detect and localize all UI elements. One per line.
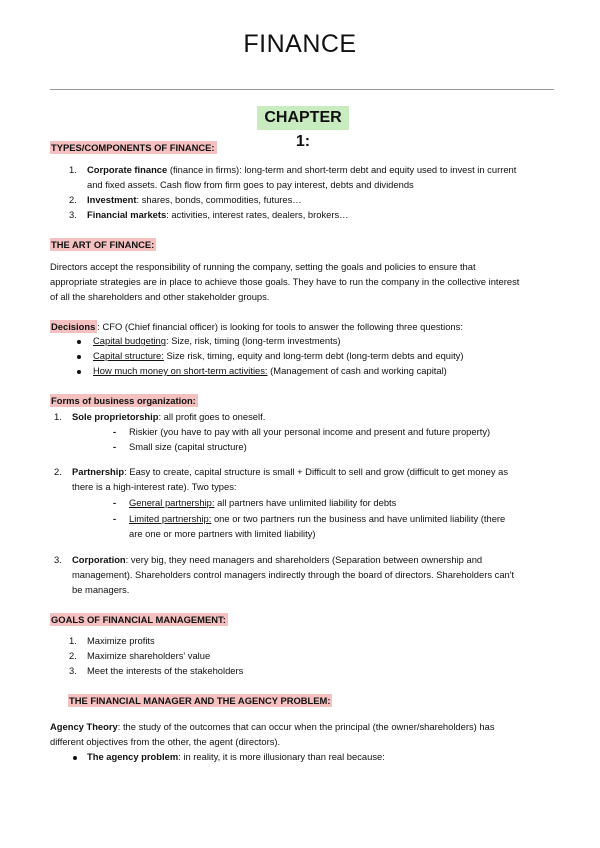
art-paragraph-line-1: Directors accept the responsibility of running the company, setting the goals and policies to ensure that <box>50 261 476 272</box>
decision-item-1: Capital budgeting: Size, risk, timing (long-term investments) <box>93 335 341 346</box>
types-heading: TYPES/COMPONENTS OF FINANCE: <box>51 142 215 153</box>
goal-2: Maximize shareholders' value <box>87 650 211 661</box>
sole-proprietorship: Sole proprietorship: all profit goes to oneself. <box>72 411 266 422</box>
corporation-continued-2: be managers. <box>72 584 130 595</box>
goal-3-number: 3. <box>69 665 77 676</box>
partnership: Partnership: Easy to create, capital structure is small + Difficult to sell and grow (difficult to get money as <box>72 466 509 477</box>
sole-sub-2: Small size (capital structure) <box>129 441 247 452</box>
dash-bullet: - <box>113 497 117 508</box>
decisions-intro: Decisions : CFO (Chief financial officer) is looking for tools to answer the following three questions: <box>51 321 463 332</box>
bullet-icon <box>73 756 77 760</box>
corporation: Corporation: very big, they need managers and shareholders (Separation between ownership and <box>72 554 483 565</box>
goals-heading: GOALS OF FINANCIAL MANAGEMENT: <box>51 614 226 625</box>
partnership-sub-limited-continued: are one or more partners with limited liability) <box>129 528 316 539</box>
partnership-number: 2. <box>54 466 62 477</box>
bullet-icon <box>77 340 81 344</box>
agency-heading: THE FINANCIAL MANAGER AND THE AGENCY PROBLEM: <box>69 695 331 706</box>
dash-bullet: - <box>113 426 117 437</box>
chapter-heading: CHAPTER 1: <box>257 106 349 130</box>
sole-sub-1: Riskier (you have to pay with all your personal income and present and future property) <box>129 426 491 437</box>
types-item-3-number: 3. <box>69 209 77 220</box>
partnership-sub-limited: Limited partnership: one or two partners run the business and have unlimited liability (there <box>129 513 506 524</box>
types-item-3: Financial markets: activities, interest rates, dealers, brokers… <box>87 209 349 220</box>
corporation-continued-1: management). Shareholders control managers indirectly through the board of directors. Shareholders can't <box>72 569 515 580</box>
goal-1: Maximize profits <box>87 635 155 646</box>
title-divider <box>50 89 554 90</box>
types-item-1-number: 1. <box>69 164 77 175</box>
page-title: FINANCE <box>243 30 357 58</box>
types-item-1-continued: and fixed assets. Cash flow from firm goes to pay interest, debts and dividends <box>87 179 414 190</box>
goal-2-number: 2. <box>69 650 77 661</box>
agency-theory: Agency Theory: the study of the outcomes that can occur when the principal (the owner/shareholders) has <box>50 721 495 732</box>
goal-1-number: 1. <box>69 635 77 646</box>
sole-number: 1. <box>54 411 62 422</box>
partnership-continued: there is a high-interest rate). Two types: <box>72 481 237 492</box>
partnership-sub-general: General partnership: all partners have unlimited liability for debts <box>129 497 397 508</box>
decision-item-3: How much money on short-term activities: (Management of cash and working capital) <box>93 365 447 376</box>
art-paragraph-line-3: of all the shareholders and other stakeholder groups. <box>50 291 270 302</box>
agency-theory-continued: different objectives from the other, the agent (directors). <box>50 736 281 747</box>
bullet-icon <box>77 355 81 359</box>
art-paragraph-line-2: appropriate strategies are in place to achieve those goals. They have to run the company in the collective interest <box>50 276 520 287</box>
goal-3: Meet the interests of the stakeholders <box>87 665 244 676</box>
art-heading: THE ART OF FINANCE: <box>51 239 155 250</box>
decision-item-2: Capital structure: Size risk, timing, equity and long-term debt (long-term debts and equity) <box>93 350 464 361</box>
types-item-2-number: 2. <box>69 194 77 205</box>
forms-heading: Forms of business organization: <box>51 395 196 406</box>
bullet-icon <box>77 370 81 374</box>
dash-bullet: - <box>113 513 117 524</box>
dash-bullet: - <box>113 441 117 452</box>
corporation-number: 3. <box>54 554 62 565</box>
types-item-2: Investment: shares, bonds, commodities, futures… <box>87 194 302 205</box>
types-item-1: Corporate finance (finance in firms): long-term and short-term debt and equity used to invest in current <box>87 164 517 175</box>
agency-problem: The agency problem: in reality, it is more illusionary than real because: <box>87 751 385 762</box>
